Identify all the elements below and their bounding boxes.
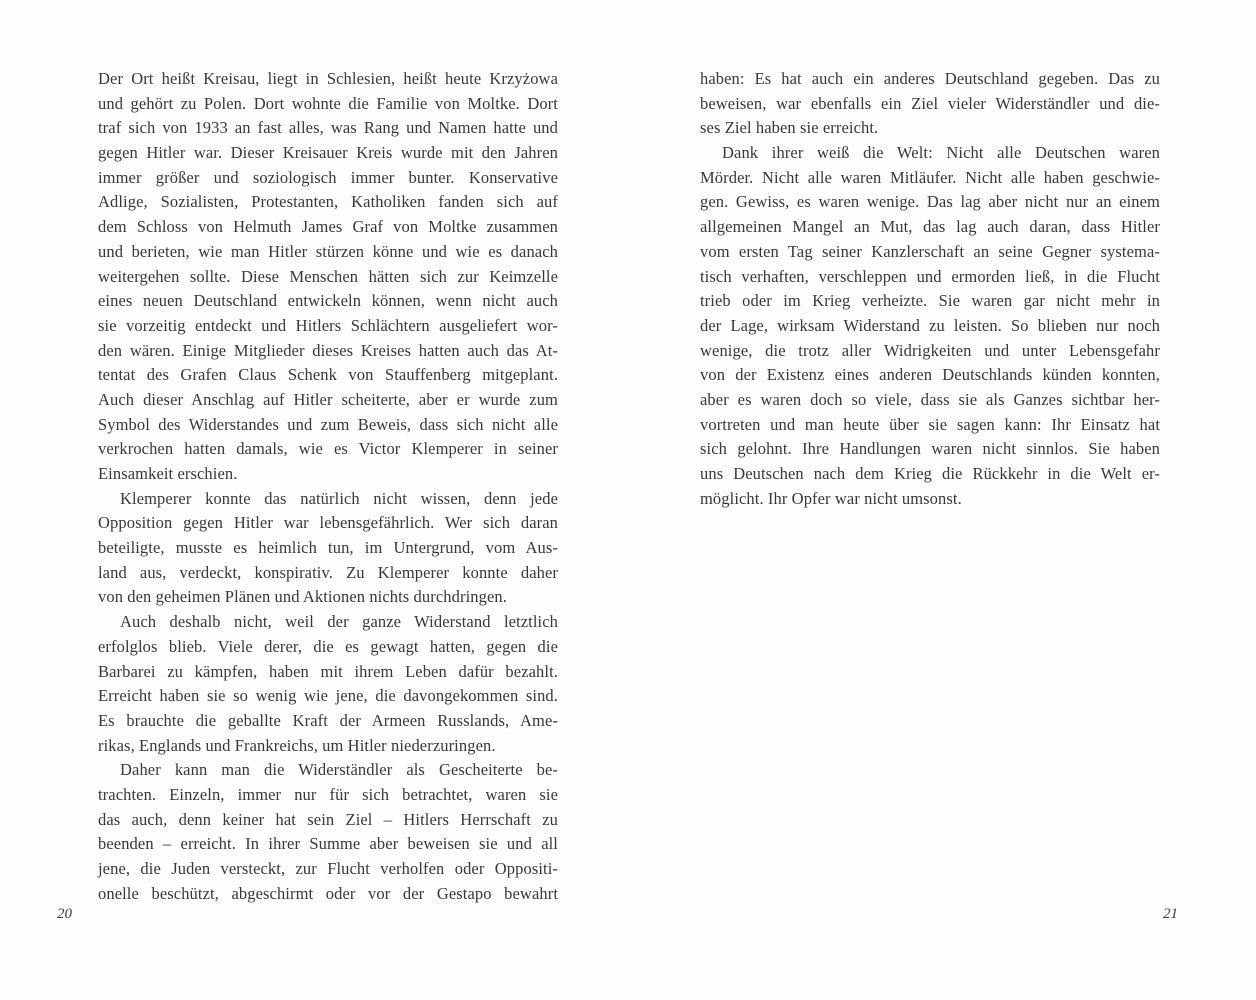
text-line: gen. Gewiss, es waren wenige. Das lag aber nicht nur an einem	[700, 192, 1160, 212]
text-line: traf sich von 1933 an fast alles, was Rang und Namen hatte und	[98, 118, 558, 138]
text-line: allgemeinen Mangel an Mut, das lag auch daran, dass Hitler	[700, 217, 1160, 237]
page-number-right: 21	[1163, 906, 1178, 922]
text-line: beteiligte, musste es heimlich tun, im Untergrund, vom Aus-	[98, 538, 558, 558]
text-line: dem Schloss von Helmuth James Graf von Moltke zusammen	[98, 217, 558, 237]
text-line: wenige, die trotz aller Widrigkeiten und unter Lebensgefahr	[700, 340, 1160, 360]
text-line: haben: Es hat auch ein anderes Deutschland gegeben. Das zu	[700, 69, 1160, 88]
page-right-text-block	[700, 67, 1160, 511]
text-line: weitergehen sollte. Diese Menschen hätten sich zur Keimzelle	[98, 266, 558, 286]
text-line: Klemperer konnte das natürlich nicht wissen, denn jede	[120, 488, 558, 508]
text-line: gegen Hitler war. Dieser Kreisauer Kreis wurde mit den Jahren	[98, 143, 558, 163]
text-line: verkrochen hatten damals, wie es Victor Klemperer in seiner	[98, 439, 558, 459]
text-line: vortreten und man heute über sie sagen kann: Ihr Einsatz hat	[700, 414, 1160, 434]
text-line: Symbol des Widerstandes und zum Beweis, dass sich nicht alle	[98, 414, 558, 434]
text-line: trieb oder im Krieg verheizte. Sie waren gar nicht mehr in	[700, 291, 1160, 311]
text-line: Adlige, Sozialisten, Protestanten, Katholiken fanden sich auf	[98, 192, 558, 212]
text-line: Erreicht haben sie so wenig wie jene, die davongekommen sind.	[98, 686, 558, 706]
text-line: Daher kann man die Widerständler als Gescheiterte be-	[120, 760, 558, 780]
text-line: trachten. Einzeln, immer nur für sich betrachtet, waren sie	[98, 784, 558, 804]
text-line: land aus, verdeckt, konspirativ. Zu Klemperer konnte daher	[98, 562, 558, 582]
text-line: aber es waren doch so viele, dass sie als Ganzes sichtbar her-	[700, 389, 1160, 409]
text-line: den wären. Einige Mitglieder dieses Kreises hatten auch das At-	[98, 340, 558, 360]
text-line: jene, die Juden versteckt, zur Flucht verholfen oder Oppositi-	[98, 859, 558, 878]
text-line: von den geheimen Plänen und Aktionen nichts durchdringen.	[98, 587, 507, 607]
text-line: sich gelohnt. Ihre Handlungen waren nicht sinnlos. Sie haben	[700, 439, 1160, 459]
text-line: uns Deutschen nach dem Krieg die Rückkehr in die Welt er-	[700, 464, 1160, 483]
page-left-text-block	[98, 67, 558, 906]
text-line: und gehört zu Polen. Dort wohnte die Familie von Moltke. Dort	[98, 93, 558, 113]
text-line: Der Ort heißt Kreisau, liegt in Schlesien, heißt heute Krzyżowa	[98, 69, 558, 88]
text-line: sie vorzeitig entdeckt und Hitlers Schlächtern ausgeliefert wor-	[98, 315, 558, 335]
text-line: der Lage, wirksam Widerstand zu leisten. So blieben nur noch	[700, 315, 1160, 335]
text-line: und berieten, wie man Hitler stürzen könne und wie es danach	[98, 241, 558, 261]
text-line: Es brauchte die geballte Kraft der Armeen Russlands, Ame-	[98, 710, 558, 730]
text-line: Auch deshalb nicht, weil der ganze Widerstand letztlich	[120, 612, 558, 632]
text-line: Auch dieser Anschlag auf Hitler scheiterte, aber er wurde zum	[98, 389, 558, 409]
text-line: erfolglos blieb. Viele derer, die es gewagt hatten, gegen die	[98, 636, 558, 656]
text-line: das auch, denn keiner hat sein Ziel – Hitlers Herrschaft zu	[98, 809, 558, 829]
page-number-left: 20	[57, 906, 72, 922]
text-line: rikas, Englands und Frankreichs, um Hitler niederzuringen.	[98, 735, 496, 755]
text-line: immer größer und soziologisch immer bunter. Konservative	[98, 167, 558, 187]
text-line: von der Existenz eines anderen Deutschlands künden konnten,	[700, 365, 1160, 385]
text-line: beweisen, war ebenfalls ein Ziel vieler Widerständler und die-	[700, 93, 1160, 113]
text-line: ses Ziel haben sie erreicht.	[700, 118, 879, 138]
text-line: möglicht. Ihr Opfer war nicht umsonst.	[700, 488, 962, 508]
text-line: Barbarei zu kämpfen, haben mit ihrem Leben dafür bezahlt.	[98, 661, 558, 681]
text-line: Dank ihrer weiß die Welt: Nicht alle Deutschen waren	[722, 143, 1160, 163]
text-line: onelle beschützt, abgeschirmt oder vor der Gestapo bewahrt	[98, 883, 558, 903]
text-line: Opposition gegen Hitler war lebensgefährlich. Wer sich daran	[98, 513, 558, 533]
text-line: tisch verhaften, verschleppen und ermorden ließ, in die Flucht	[700, 266, 1160, 286]
text-line: vom ersten Tag seiner Kanzlerschaft an seine Gegner systema-	[700, 241, 1160, 261]
text-line: tentat des Grafen Claus Schenk von Stauffenberg mitgeplant.	[98, 365, 558, 385]
text-line: beenden – erreicht. In ihrer Summe aber beweisen sie und all	[98, 834, 558, 854]
text-line: eines neuen Deutschland entwickeln können, wenn nicht auch	[98, 291, 558, 311]
text-line: Einsamkeit erschien.	[98, 464, 238, 483]
text-line: Mörder. Nicht alle waren Mitläufer. Nicht alle haben geschwie-	[700, 167, 1160, 187]
